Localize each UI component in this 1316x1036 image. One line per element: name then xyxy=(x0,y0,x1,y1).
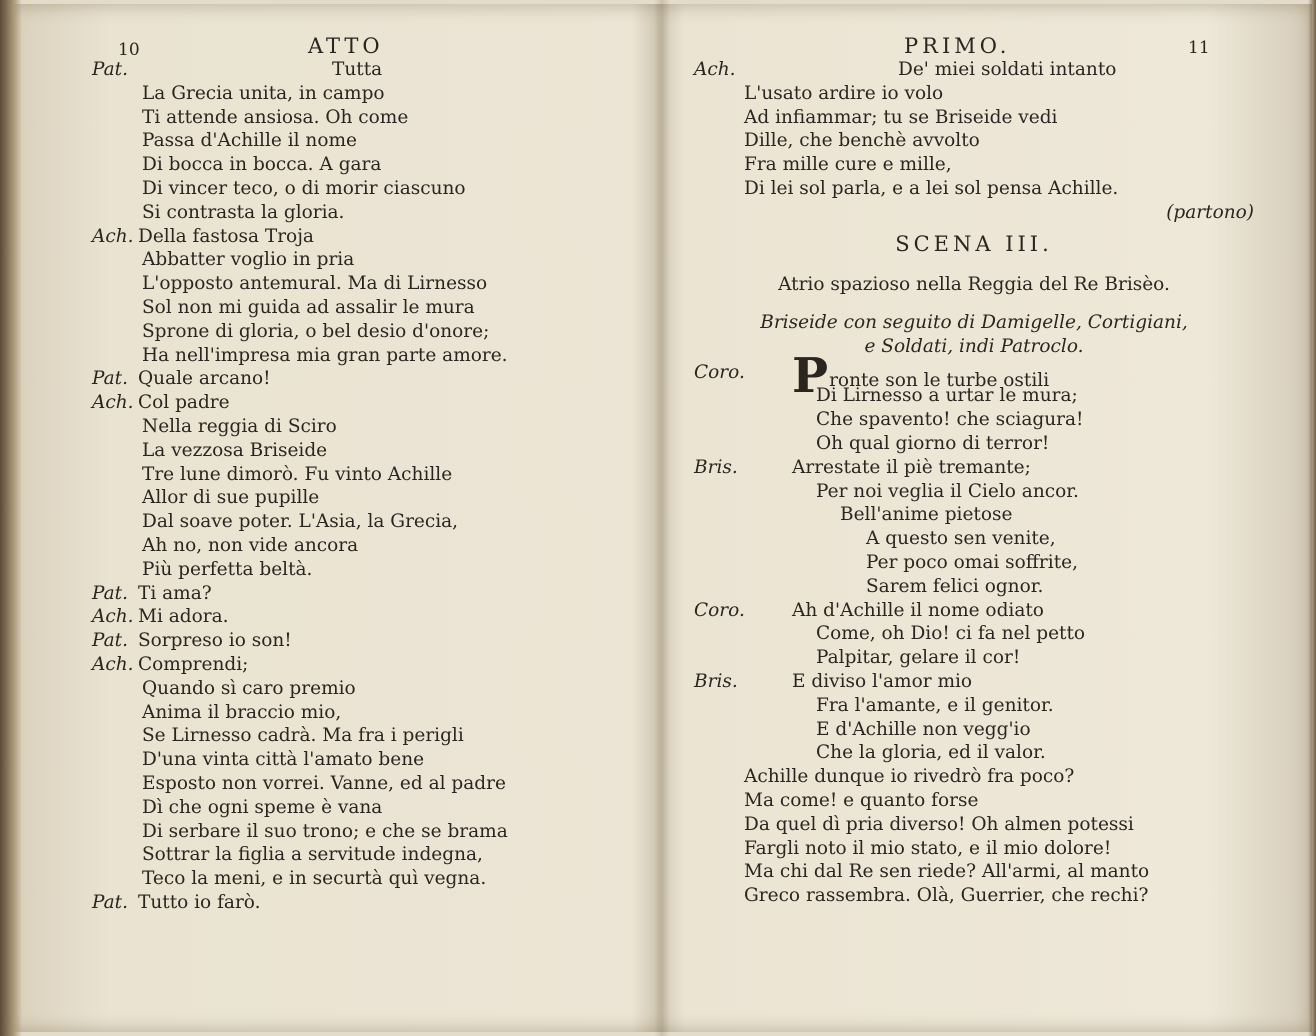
characters-line-1: Briseide con seguito di Damigelle, Cortigiani, xyxy=(760,311,1188,333)
verse-line xyxy=(92,724,632,748)
verse-text: L'usato ardire io volo xyxy=(744,82,944,104)
verse-line xyxy=(92,510,632,534)
verse-text: Teco la meni, e in securtà quì vegna. xyxy=(142,868,487,890)
verse-text: Che spavento! che sciagura! xyxy=(816,409,1084,431)
verse-line xyxy=(92,891,632,915)
left-running-head: ATTO xyxy=(308,34,384,58)
verse-text: Greco rassembra. Olà, Guerrier, che rechi? xyxy=(744,885,1149,907)
verse-line xyxy=(92,415,632,439)
speaker-label: Ach. xyxy=(92,225,134,247)
verse-line xyxy=(92,439,632,463)
verse-line xyxy=(92,225,632,249)
verse-text: La Grecia unita, in campo xyxy=(142,82,385,104)
verse-text: Esposto non vorrei. Vanne, ed al padre xyxy=(142,772,506,794)
verse-line xyxy=(92,486,632,510)
verse-line xyxy=(92,796,632,820)
verse-line xyxy=(694,884,1254,908)
verse-text: Per noi veglia il Cielo ancor. xyxy=(816,480,1079,502)
verse-line xyxy=(92,463,632,487)
verse-line xyxy=(694,575,1254,599)
speaker-label: Pat. xyxy=(92,582,128,604)
verse-line xyxy=(694,527,1254,551)
verse-text: Tutto io farò. xyxy=(138,891,261,913)
verse-line xyxy=(694,718,1254,742)
verse-line xyxy=(92,82,632,106)
verse-text: Sprone di gloria, o bel desio d'onore; xyxy=(142,320,490,342)
right-running-head: PRIMO. xyxy=(904,34,1011,58)
verse-text: Ad infiammar; tu se Briseide vedi xyxy=(744,106,1058,128)
verse-line xyxy=(92,772,632,796)
verse-text: Di vincer teco, o di morir ciascuno xyxy=(142,177,466,199)
verse-text: E diviso l'amor mio xyxy=(792,670,973,692)
verse-line xyxy=(694,503,1254,527)
verse-line xyxy=(694,551,1254,575)
verse-text: Sol non mi guida ad assalir le mura xyxy=(142,296,475,318)
book-edge-right xyxy=(1308,0,1316,1036)
verse-text: Col padre xyxy=(138,392,230,414)
verse-text: Ha nell'impresa mia gran parte amore. xyxy=(142,344,508,366)
verse-text: Sarem felici ognor. xyxy=(866,575,1044,597)
drop-cap: P xyxy=(792,347,829,404)
verse-line xyxy=(694,58,1254,82)
verse-line xyxy=(694,177,1254,201)
verse-line xyxy=(92,201,632,225)
verse-text: Ma chi dal Re sen riede? All'armi, al manto xyxy=(744,861,1150,883)
verse-text: Tre lune dimorò. Fu vinto Achille xyxy=(142,463,453,485)
verse-line xyxy=(92,653,632,677)
verse-text: Ti attende ansiosa. Oh come xyxy=(142,106,409,128)
verse-line xyxy=(694,837,1254,861)
speaker-label: Pat. xyxy=(92,368,128,390)
verse-line xyxy=(92,582,632,606)
verse-text: Di Lirnesso a urtar le mura; xyxy=(816,385,1078,407)
verse-text: Bell'anime pietose xyxy=(840,504,1013,526)
verse-text: E d'Achille non vegg'io xyxy=(816,718,1031,740)
verse-text: Ah no, non vide ancora xyxy=(142,534,359,556)
verse-line xyxy=(92,153,632,177)
verse-line xyxy=(694,741,1254,765)
verse-line xyxy=(694,153,1254,177)
verse-line xyxy=(694,646,1254,670)
verse-text: Fra mille cure e mille, xyxy=(744,154,952,176)
verse-text: Sorpreso io son! xyxy=(138,630,292,652)
verse-text: Sottrar la figlia a servitude indegna, xyxy=(142,844,483,866)
scene-setting: Atrio spazioso nella Reggia del Re Brisèo. xyxy=(778,273,1170,295)
speaker-label: Bris. xyxy=(694,670,738,692)
verse-line xyxy=(694,432,1254,456)
verse-text: Da quel dì pria diverso! Oh almen potessi xyxy=(744,813,1134,835)
verse-line xyxy=(92,677,632,701)
verse-line xyxy=(694,622,1254,646)
verse-text: Come, oh Dio! ci fa nel petto xyxy=(816,623,1086,645)
verse-text: Dille, che benchè avvolto xyxy=(744,130,980,152)
verse-text: Fra l'amante, e il genitor. xyxy=(816,694,1054,716)
verse-line xyxy=(92,58,632,82)
speaker-label: Pat. xyxy=(92,630,128,652)
verse-text: Nella reggia di Sciro xyxy=(142,415,337,437)
book-edge-left xyxy=(0,0,22,1036)
verse-text: De' miei soldati intanto xyxy=(898,59,1117,80)
right-page-text xyxy=(694,58,1254,908)
speaker-label: Coro. xyxy=(694,599,745,621)
verse-text: Dal soave poter. L'Asia, la Grecia, xyxy=(142,511,459,533)
verse-line xyxy=(92,558,632,582)
speaker-label: Ach. xyxy=(92,653,134,675)
verse-text: La vezzosa Briseide xyxy=(142,439,328,461)
left-page-number: 10 xyxy=(118,40,140,60)
verse-line xyxy=(92,296,632,320)
verse-text: Abbatter voglio in pria xyxy=(142,249,355,271)
speaker-label: Pat. xyxy=(92,59,128,80)
book-gutter xyxy=(654,0,670,1036)
verse-text: Anima il braccio mio, xyxy=(142,701,342,723)
speaker-label: Ach. xyxy=(92,392,134,414)
verse-line xyxy=(694,599,1254,623)
verse-line xyxy=(92,129,632,153)
verse-line xyxy=(92,867,632,891)
verse-text: Arrestate il piè tremante; xyxy=(792,456,1031,478)
verse-line xyxy=(92,344,632,368)
right-opening-lines xyxy=(694,58,1254,201)
verse-line xyxy=(694,82,1254,106)
verse-line xyxy=(694,694,1254,718)
verse-line xyxy=(92,701,632,725)
first-line-rest: ronte son le turbe ostili xyxy=(829,369,1050,391)
verse-text: Mi adora. xyxy=(138,606,229,628)
verse-line xyxy=(694,480,1254,504)
verse-text: D'una vinta città l'amato bene xyxy=(142,749,425,771)
verse-text: Oh qual giorno di terror! xyxy=(816,432,1050,454)
verse-line xyxy=(92,391,632,415)
verse-line xyxy=(92,177,632,201)
verse-line xyxy=(694,408,1254,432)
verse-text: Ah d'Achille il nome odiato xyxy=(792,599,1044,621)
verse-line xyxy=(694,860,1254,884)
verse-line xyxy=(92,748,632,772)
verse-text: Ti ama? xyxy=(138,582,212,604)
verse-text: Più perfetta beltà. xyxy=(142,558,313,580)
verse-line xyxy=(92,534,632,558)
speaker-label: Ach. xyxy=(92,606,134,628)
verse-line xyxy=(92,272,632,296)
verse-text: Palpitar, gelare il cor! xyxy=(816,647,1021,669)
speaker-label: Ach. xyxy=(694,59,736,80)
characters-line-2: e Soldati, indi Patroclo. xyxy=(864,335,1084,357)
verse-line xyxy=(694,765,1254,789)
exit-stage-direction: (partono) xyxy=(1166,201,1254,223)
verse-text: Achille dunque io rivedrò fra poco? xyxy=(744,766,1075,788)
verse-text: Dì che ogni speme è vana xyxy=(142,796,383,818)
verse-line xyxy=(694,789,1254,813)
speaker-label: Bris. xyxy=(694,456,738,478)
right-page-number: 11 xyxy=(1188,38,1210,58)
verse-text: Di bocca in bocca. A gara xyxy=(142,154,382,176)
verse-text: Si contrasta la gloria. xyxy=(142,201,345,223)
verse-text: Di serbare il suo trono; e che se brama xyxy=(142,820,508,842)
verse-text: Se Lirnesso cadrà. Ma fra i perigli xyxy=(142,725,464,747)
verse-text: Comprendi; xyxy=(138,653,249,675)
verse-text: Ma come! e quanto forse xyxy=(744,789,979,811)
verse-text: Quale arcano! xyxy=(138,368,271,390)
verse-line xyxy=(694,813,1254,837)
verse-text: Allor di sue pupille xyxy=(142,487,320,509)
verse-line xyxy=(92,248,632,272)
verse-line xyxy=(92,629,632,653)
verse-line xyxy=(694,384,1254,408)
verse-text: A questo sen venite, xyxy=(866,528,1056,550)
verse-text: Fargli noto il mio stato, e il mio dolore! xyxy=(744,837,1112,859)
speaker-label: Pat. xyxy=(92,891,128,913)
verse-text: Di lei sol parla, e a lei sol pensa Achille. xyxy=(744,177,1119,199)
verse-text: Per poco omai soffrite, xyxy=(866,551,1078,573)
verse-line xyxy=(694,670,1254,694)
scene-heading: SCENA III. xyxy=(895,231,1053,256)
speaker-label: Coro. xyxy=(694,361,745,383)
verse-line xyxy=(92,106,632,130)
verse-line xyxy=(694,106,1254,130)
verse-line xyxy=(92,820,632,844)
verse-line xyxy=(694,456,1254,480)
verse-text: Tutta xyxy=(332,59,383,80)
verse-text: Della fastosa Troja xyxy=(138,225,314,247)
verse-text: L'opposto antemural. Ma di Lirnesso xyxy=(142,273,488,295)
verse-line xyxy=(694,129,1254,153)
verse-text: Quando sì caro premio xyxy=(142,677,356,699)
verse-line xyxy=(92,320,632,344)
left-page-text xyxy=(92,58,632,915)
verse-text: Passa d'Achille il nome xyxy=(142,130,357,152)
verse-text: Che la gloria, ed il valor. xyxy=(816,742,1046,764)
verse-line xyxy=(92,367,632,391)
verse-line xyxy=(92,843,632,867)
verse-line xyxy=(92,605,632,629)
right-song-lines xyxy=(694,384,1254,908)
